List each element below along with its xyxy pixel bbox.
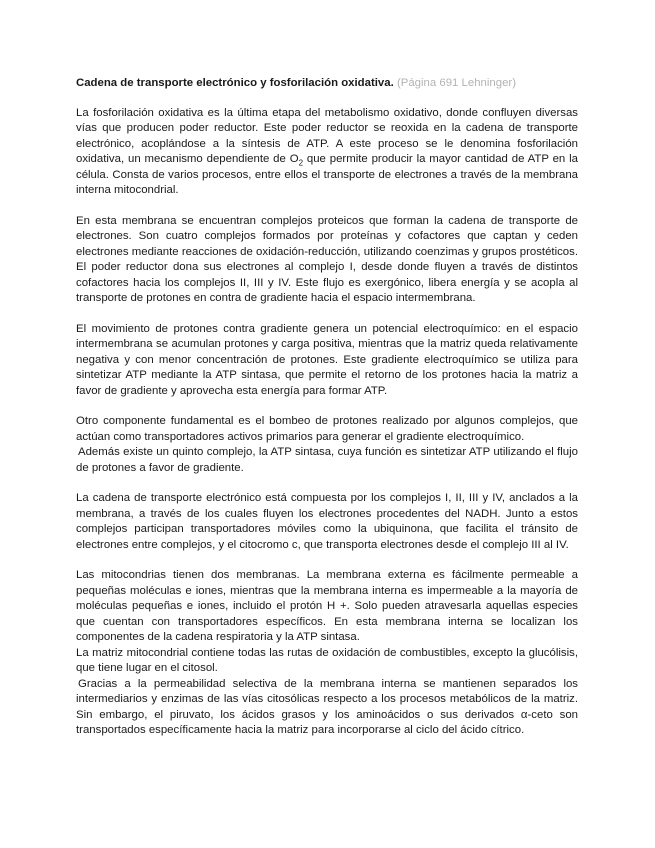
title-text: Cadena de transporte electrónico y fosforilación oxidativa.: [76, 77, 394, 89]
paragraph-text-part: que permite producir la mayor cantidad de ATP en la célula. Consta de varios procesos, entre ellos el transporte de electrones a través de la membrana interna mitocondrial.: [76, 153, 578, 196]
paragraph-atp-synthase: Además existe un quinto complejo, la ATP sintasa, cuya función es sintetizar ATP utilizando el flujo de protones a favor de gradiente.: [76, 446, 578, 474]
paragraph-text-part: La fosforilación oxidativa es la última etapa del metabolismo oxidativo, donde confluyen diversas vías que producen poder reductor. Este poder reductor se reoxida en la cadena de transporte electrónico, acoplándose a la síntesis de ATP. A este proceso se le denomina fosforilación oxidativa, un mecanismo dependiente de O: [76, 106, 578, 165]
paragraph-selective-permeability: Gracias a la permeabilidad selectiva de la membrana interna se mantienen separados los intermediarios y enzimas de las vías citosólicas respecto a los procesos metabólicos de la matriz. Sin embargo, el piruvato, los ácidos grasos y los aminoácidos o sus derivados α-ceto son transportados específicamente hacia la matriz para incorporarse al ciclo del ácido cítrico.: [76, 677, 578, 736]
document-page: [76, 76, 578, 754]
paragraph-mitochondrial-membranes: Las mitocondrias tienen dos membranas. La membrana externa es fácilmente permeable a pequeñas moléculas e iones, mientras que la membrana interna es impermeable a la mayoría de moléculas pequeñas e iones, incluido el protón H +. Solo pueden atravesarla aquellas especies que cuentan con transportadores específicos. En esta membrana interna se localizan los componentes de la cadena respiratoria y la ATP sintasa.: [76, 569, 578, 643]
paragraph-proton-gradient: El movimiento de protones contra gradiente genera un potencial electroquímico: en el espacio intermembrana se acumulan protones y carga positiva, mientras que la matriz queda relativamente negativa y con menor concentración de protones. Este gradiente electroquímico se utiliza para sintetizar ATP mediante la ATP sintasa, que permite el retorno de los protones hacia la matriz a favor de gradiente y aprovecha esta energía para formar ATP.: [76, 322, 578, 397]
paragraph-mitochondrial-matrix: La matriz mitocondrial contiene todas las rutas de oxidación de combustibles, excepto la glucólisis, que tiene lugar en el citosol.: [76, 646, 578, 674]
paragraph-chain-composition: La cadena de transporte electrónico está compuesta por los complejos I, II, III y IV, anclados a la membrana, a través de los cuales fluyen los electrones procedentes del NADH. Junto a estos complejos participan transportadores móviles como la ubiquinona, que facilita el tránsito de electrones entre complejos, y el citocromo c, que transporta electrones desde el complejo III al IV.: [76, 492, 578, 551]
paragraph-proton-pumping: Otro componente fundamental es el bombeo de protones realizado por algunos complejos, que actúan como transportadores activos primarios para generar el gradiente electroquímico.: [76, 415, 578, 443]
oxygen-subscript: 2: [298, 158, 304, 168]
document-title: [76, 76, 578, 92]
paragraph-oxidative-phosphorylation: [76, 106, 578, 199]
page-reference: (Página 691 Lehninger): [396, 77, 516, 89]
paragraph-membrane-complexes: En esta membrana se encuentran complejos proteicos que forman la cadena de transporte de electrones. Son cuatro complejos formados por proteínas y cofactores que captan y ceden electrones mediante reacciones de oxidación-reducción, utilizando coenzimas y grupos prostéticos. El poder reductor dona sus electrones al complejo I, desde donde fluyen a través de distintos cofactores hacia los complejos II, III y IV. Este flujo es exergónico, libera energía y se acopla al transporte de protones en contra de gradiente hacia el espacio intermembrana.: [76, 214, 578, 304]
